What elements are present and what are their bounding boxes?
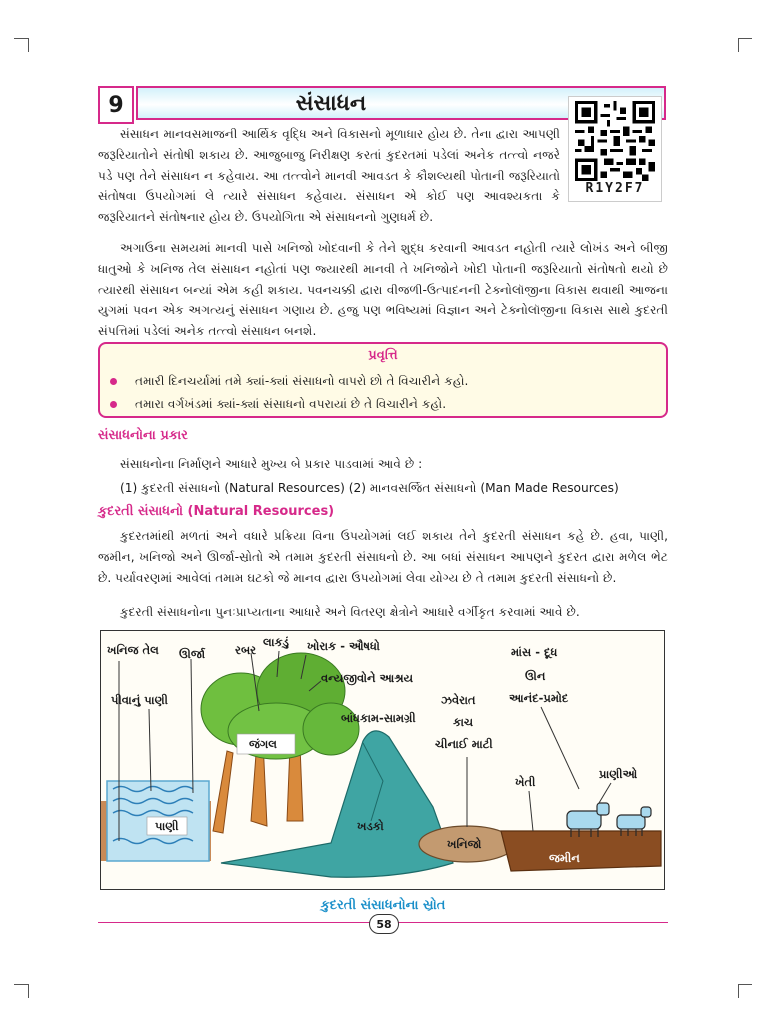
bullet-icon [110, 401, 117, 408]
activity-item [110, 397, 446, 412]
intro-text-1: સંસાધન માનવસમાજની આર્થિક વૃદ્ધિ અને વિકાસનો મૂળાધાર હોય છે. તેના દ્વારા આપણી જરૂરિયાતોને સંતોષી શકાય છે. આજુબાજુ નિરીક્ષણ કરતાં કુદરતમાં પડેલાં અનેક તત્ત્વો નજરે પડે પણ તેને સંસાધન ન કહેવાય. આ તત્ત્વોને માનવી આવડત કે કૌશલ્યથી પોતાની જરૂરિયાતો સંતોષવા ઉપયોગમાં લે ત્યારે સંસાધન કહેવાય. સંસાધન એ કોઈ પણ આવશ્યકતા કે જરૂરિયાતને સંતોષનાર હોય છે. ઉપયોગિતા એ સંસાધનનો ગુણધર્મ છે. [98, 127, 560, 225]
crop-mark [14, 984, 28, 985]
crop-mark [738, 38, 752, 39]
natural-text-2: કુદરતી સંસાધનોના પુનઃપ્રાપ્યતાના આધારે અને વિતરણ ક્ષેત્રોને આધારે વર્ગીકૃત કરવામાં આવે છે. [120, 605, 580, 619]
label-minerals: ખનિજો [447, 837, 482, 851]
label-forest: જંગલ [249, 737, 277, 751]
crop-mark [738, 38, 739, 52]
activity-item-text: તમારી દિનચર્યામાં તમે ક્યાં-ક્યાં સંસાધનો વાપરો છો તે વિચારીને કહો. [135, 374, 469, 388]
label-mineral-oil: ખનિજ તેલ [107, 643, 159, 657]
types-list: (1) કુદરતી સંસાધનો (Natural Resources) (2) માનવસર્જિત સંસાધનો (Man Made Resources) [120, 481, 619, 495]
qr-code-icon [575, 101, 655, 181]
natural-paragraph-1 [98, 526, 668, 588]
label-wood: લાકડું [263, 635, 289, 649]
activity-item-text: તમારા વર્ગખંડમાં ક્યાં-ક્યાં સંસાધનો વપરાયાં છે તે વિચારીને કહો. [135, 397, 447, 411]
natural-heading: કુદરતી સંસાધનો (Natural Resources) [98, 504, 335, 519]
label-meat-milk: માંસ - દૂધ [511, 645, 558, 659]
crop-mark [28, 38, 29, 52]
natural-resources-illustration [100, 630, 665, 890]
crop-mark [14, 38, 28, 39]
crop-mark [28, 984, 29, 998]
page-number: 58 [369, 914, 399, 934]
label-water: પાણી [155, 819, 179, 833]
qr-code-label: R1Y2F7 [585, 181, 645, 196]
chapter-number: 9 [98, 86, 134, 124]
activity-box [98, 342, 668, 418]
types-heading: સંસાધનોના પ્રકાર [98, 428, 188, 443]
activity-heading: પ્રવૃત્તિ [368, 348, 398, 363]
label-rubber: રબર [235, 643, 257, 657]
label-gems: ઝવેરાત [441, 693, 476, 707]
label-glass: કાચ [453, 715, 474, 729]
types-intro: સંસાધનોના નિર્માણને આધારે મુખ્ય બે પ્રકાર પાડવામાં આવે છે : [120, 457, 423, 471]
label-animals: પ્રાણીઓ [599, 767, 638, 781]
natural-paragraph-2 [98, 602, 668, 623]
label-construction: બાંધકામ-સામગ્રી [341, 711, 416, 725]
intro-text-2: અગાઉના સમયમાં માનવી પાસે ખનિજો ખોદવાની કે તેને શુદ્ધ કરવાની આવડત નહોતી ત્યારે લોખંડ અને બીજી ધાતુઓ કે ખનિજ તેલ સંસાધન નહોતાં પણ જ્યારથી માનવી તે ખનિજોને ખોદી પોતાની જરૂરિયાતો સંતોષતો થયો છે ત્યારથી સંસાધન બન્યાં એમ કહી શકાય. પવનચક્કી દ્વારા વીજળી-ઉત્પાદનની ટેક્નોલૉજીના વિકાસ થવાથી આજના યુગમાં પવન એક અગત્યનું સંસાધન ગણાય છે. હજુ પણ ભવિષ્યમાં વિજ્ઞાન અને ટેક્નોલૉજીના વિકાસ સાથે કુદરતી સંપત્તિમાં પડેલાં અનેક તત્ત્વો સંસાધન બનશે. [98, 241, 668, 339]
label-food-medicine: ખોરાક - ઔષધો [307, 639, 380, 653]
illustration-drawing [101, 631, 663, 888]
bullet-icon [110, 378, 117, 385]
intro-paragraph-2 [98, 238, 668, 342]
label-wildlife-shelter: વન્યજીવોને આશ્રય [321, 671, 414, 685]
label-farming: ખેતી [515, 775, 536, 789]
label-rock: ખડકો [357, 819, 384, 833]
label-china-clay: ચીનાઈ માટી [435, 737, 493, 751]
chapter-title: સંસાધન [295, 90, 367, 116]
label-drinking-water: પીવાનું પાણી [111, 693, 168, 707]
qr-code-box[interactable] [568, 96, 662, 202]
crop-mark [738, 984, 752, 985]
intro-paragraph-1 [98, 124, 560, 228]
figure-caption: કુદરતી સંસાધનોના સ્રોત [320, 898, 446, 913]
label-wool: ઊન [525, 669, 546, 683]
activity-item [110, 374, 468, 389]
label-energy: ઊર્જા [179, 647, 206, 661]
crop-mark [738, 984, 739, 998]
label-recreation: આનંદ-પ્રમોદ [509, 691, 569, 705]
label-land: જમીન [549, 851, 580, 865]
natural-text-1: કુદરતમાંથી મળતાં અને વધારે પ્રક્રિયા વિના ઉપયોગમાં લઈ શકાય તેને કુદરતી સંસાધન કહે છે. હવા, પાણી, જમીન, ખનિજો અને ઊર્જા-સ્રોતો એ તમામ કુદરતી સંસાધનો છે. આ બધાં સંસાધન આપણને કુદરત દ્વારા મળેલ ભેટ છે. પર્યાવરણમાં આવેલાં તમામ ઘટકો જે માનવ દ્વારા ઉપયોગમાં લેવા યોગ્ય છે તે તમામ કુદરતી સંસાધનો છે. [98, 529, 668, 585]
